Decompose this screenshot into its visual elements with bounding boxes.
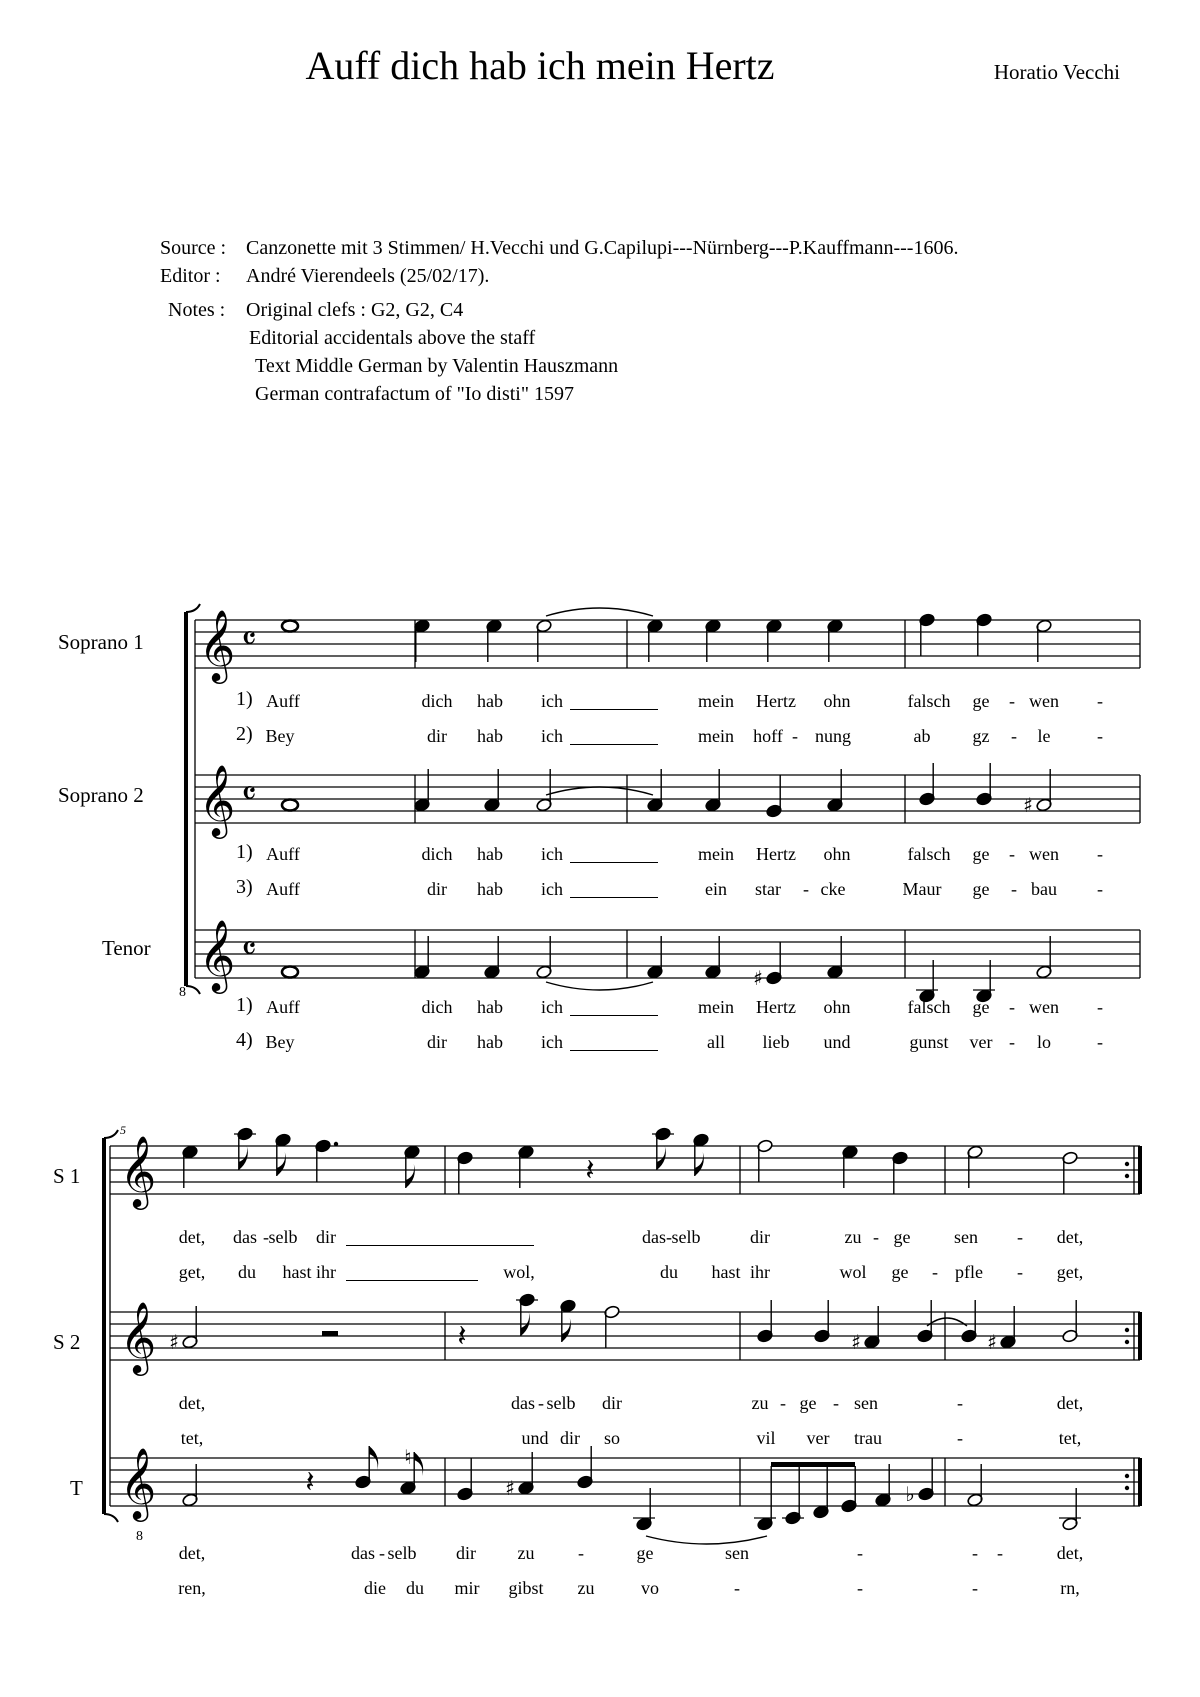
lyric-syllable: die [364,1578,386,1598]
stanza-number: 1) [236,994,253,1016]
lyric-syllable: wen [1029,844,1059,864]
repeat-dot [1125,1174,1129,1178]
whole-note [282,800,298,811]
lyric-syllable: zu [751,1393,769,1413]
treble-clef-icon: 𝄞 [198,608,236,681]
lyric-syllable: so [603,1428,621,1448]
lyric-syllable: sen [725,1543,749,1563]
lyric-syllable: Auff [266,844,300,864]
treble-clef-icon: 𝄞 [119,1446,157,1519]
sharp-icon: ♯ [987,1330,997,1354]
lyric-hyphen: - [997,1543,1003,1563]
lyric-syllable: wol [839,1262,867,1282]
lyric-syllable: ver [806,1428,830,1448]
part-short-t: T [70,1476,83,1500]
tie [546,787,653,795]
lyric-syllable: ein [705,879,727,899]
lyric-hyphen: - [1097,844,1103,864]
lyric-syllable: ren, [178,1578,206,1598]
tie [927,1318,967,1326]
tenor-clef-octave-mark: 8 [136,1529,143,1544]
lyric-hyphen: - [1097,1032,1103,1052]
lyric-syllable: sen [854,1393,878,1413]
lyric-hyphen: - [1011,879,1017,899]
lyric-syllable: du [238,1262,256,1282]
lyric-syllable: Hertz [756,997,796,1017]
lyric-syllable: dir [456,1543,476,1563]
eighth-flag [414,1452,423,1476]
lyric-hyphen: - [1097,691,1103,711]
lyric-syllable: dir [750,1227,770,1247]
lyric-hyphen: - [1017,1227,1023,1247]
lyric-syllable: mein [698,997,734,1017]
lyric-syllable: hab [477,726,503,746]
sharp-icon: ♯ [753,966,763,990]
lyric-syllable: lieb [762,1032,790,1052]
lyric-syllable: ich [541,997,563,1017]
lyric-hyphen: - [1009,844,1015,864]
treble-clef-icon: 𝄞 [119,1300,157,1373]
lyric-syllable: falsch [907,844,951,864]
lyric-hyphen: - [803,879,809,899]
lyric-syllable: star [755,879,781,899]
lyric-syllable: dich [421,997,453,1017]
lyric-syllable: selb [671,1227,701,1247]
lyric-hyphen: - [734,1578,740,1598]
lyric-syllable: und [823,1032,851,1052]
lyric-syllable: gz [972,726,990,746]
repeat-dot [1125,1486,1129,1490]
lyric-syllable: selb [268,1227,298,1247]
whole-note [282,621,298,632]
lyric-syllable: ihr [750,1262,770,1282]
lyric-syllable: und [521,1428,549,1448]
lyric-syllable: hast [711,1262,741,1282]
lyric-hyphen: - [957,1393,963,1413]
lyric-syllable: ge [799,1393,817,1413]
lyric-syllable: le [1037,726,1051,746]
lyric-syllable: ge [636,1543,654,1563]
lyric-syllable: trau [854,1428,882,1448]
lyric-syllable: tet, [180,1428,204,1448]
editor-label: Editor : [160,265,221,287]
lyric-hyphen: - [857,1543,863,1563]
lyric-syllable: ich [541,726,563,746]
bracket-hook [104,1130,118,1138]
stanza-number: 3) [236,876,253,898]
lyric-syllable: Hertz [756,844,796,864]
eighth-flag [562,1318,571,1342]
lyric-syllable: tet, [1058,1428,1082,1448]
lyric-syllable: das [351,1543,375,1563]
whole-note [282,967,298,978]
lyric-syllable: gunst [909,1032,949,1052]
lyric-syllable: ge [972,879,990,899]
lyric-syllable: hoff [753,726,783,746]
lyric-syllable: hab [477,997,503,1017]
lyric-hyphen: - [666,1227,672,1247]
lyric-hyphen: - [578,1543,584,1563]
lyric-syllable: selb [546,1393,576,1413]
lyric-syllable: ver [969,1032,993,1052]
lyric-syllable: ge [972,691,990,711]
lyric-syllable: ohn [823,997,851,1017]
lyric-syllable: dir [560,1428,580,1448]
stanza-number: 1) [236,841,253,863]
lyric-syllable: dir [602,1393,622,1413]
lyric-syllable: ich [541,691,563,711]
lyric-syllable: dich [421,844,453,864]
lyric-syllable: vil [756,1428,776,1448]
lyric-hyphen: - [873,1227,879,1247]
lyric-extender [570,1015,658,1016]
lyric-extender [570,862,658,863]
lyric-syllable: vo [641,1578,659,1598]
lyric-extender [570,897,658,898]
lyric-syllable: dir [427,726,447,746]
lyric-syllable: ich [541,844,563,864]
lyric-syllable: wol, [503,1262,535,1282]
quarter-rest-icon: 𝄽 [585,1153,595,1188]
lyric-syllable: wen [1029,997,1059,1017]
half-rest-icon [322,1331,338,1336]
notes-line: Editorial accidentals above the staff [249,327,536,349]
lyric-syllable: ohn [823,691,851,711]
lyric-syllable: ge [972,997,990,1017]
lyric-syllable: Auff [266,879,300,899]
sharp-icon: ♯ [505,1476,515,1500]
lyric-syllable: det, [1056,1543,1084,1563]
lyric-hyphen: - [1009,691,1015,711]
lyric-hyphen: - [263,1227,269,1247]
common-time-icon: 𝄴 [241,774,257,814]
source-label: Source : [160,237,227,259]
measure-number: 5 [120,1123,126,1137]
lyric-syllable: pfle [955,1262,983,1282]
lyric-hyphen: - [1097,879,1103,899]
lyric-syllable: das [511,1393,535,1413]
stanza-number: 1) [236,688,253,710]
lyric-hyphen: - [972,1543,978,1563]
lyric-syllable: dich [421,691,453,711]
lyric-syllable: Bey [265,726,295,746]
tenor-clef-octave-mark: 8 [179,985,186,1000]
lyric-extender [570,744,658,745]
lyric-hyphen: - [1097,997,1103,1017]
lyric-hyphen: - [932,1262,938,1282]
common-time-icon: 𝄴 [241,929,257,969]
quarter-rest-icon: 𝄽 [457,1319,467,1354]
lyric-syllable: Auff [266,997,300,1017]
lyric-syllable: dir [316,1227,336,1247]
lyric-syllable: ge [972,844,990,864]
treble-clef-icon: 𝄞 [198,918,236,991]
lyric-syllable: det, [178,1227,206,1247]
treble-clef-icon: 𝄞 [198,763,236,836]
lyric-syllable: bau [1031,879,1057,899]
lyric-syllable: nung [815,726,851,746]
tie [546,608,653,616]
lyric-syllable: lo [1036,1032,1052,1052]
lyric-syllable: zu [577,1578,595,1598]
lyric-syllable: ihr [316,1262,336,1282]
lyric-syllable: get, [178,1262,206,1282]
lyric-hyphen: - [957,1428,963,1448]
lyric-hyphen: - [792,726,798,746]
repeat-dot [1125,1162,1129,1166]
lyric-syllable: mein [698,691,734,711]
treble-clef-icon: 𝄞 [119,1134,157,1207]
lyric-syllable: ab [913,726,931,746]
lyric-extender [346,1245,534,1246]
lyric-syllable: ge [891,1262,909,1282]
lyric-syllable: Auff [266,691,300,711]
lyric-syllable: mein [698,844,734,864]
lyric-syllable: get, [1056,1262,1084,1282]
lyric-syllable: det, [1056,1393,1084,1413]
lyric-hyphen: - [379,1543,385,1563]
lyric-syllable: hab [477,691,503,711]
bracket-hook [104,1514,118,1522]
lyric-syllable: dir [427,879,447,899]
lyric-syllable: all [707,1032,725,1052]
lyric-syllable: mir [454,1578,480,1598]
lyric-hyphen: - [1097,726,1103,746]
part-name-soprano-1: Soprano 1 [58,630,144,654]
source-text: Canzonette mit 3 Stimmen/ H.Vecchi und G.Capilupi---Nürnberg---P.Kauffmann---1606. [246,237,959,259]
composer-name: Horatio Vecchi [993,60,1120,84]
repeat-dot [1125,1474,1129,1478]
tie [546,982,653,990]
lyric-hyphen: - [1017,1262,1023,1282]
lyric-hyphen: - [1011,726,1017,746]
notes-label: Notes : [168,299,226,321]
notes-line: Text Middle German by Valentin Hauszmann [255,355,619,377]
stanza-number: 4) [236,1029,253,1051]
lyric-syllable: hab [477,879,503,899]
common-time-icon: 𝄴 [241,619,257,659]
quarter-rest-icon: 𝄽 [305,1465,315,1500]
lyric-syllable: det, [178,1543,206,1563]
notes-line: Original clefs : G2, G2, C4 [246,299,464,321]
dot [334,1142,338,1146]
lyric-extender [346,1280,478,1281]
score-title: Auff dich hab ich mein Hertz [305,43,775,88]
lyric-syllable: du [406,1578,424,1598]
lyric-syllable: falsch [907,997,951,1017]
lyric-syllable: zu [517,1543,535,1563]
flat-icon: ♭ [905,1482,915,1506]
lyric-syllable: cke [820,879,846,899]
lyric-syllable: ge [893,1227,911,1247]
lyric-syllable: sen [954,1227,978,1247]
lyric-hyphen: - [1009,997,1015,1017]
lyric-syllable: ich [541,1032,563,1052]
repeat-dot [1125,1328,1129,1332]
beam [771,1462,855,1467]
repeat-dot [1125,1340,1129,1344]
natural-icon: ♮ [404,1445,412,1469]
lyric-syllable: das [233,1227,257,1247]
lyric-hyphen: - [972,1578,978,1598]
eighth-flag [695,1152,704,1176]
eighth-flag [277,1152,286,1176]
lyric-syllable: hab [477,1032,503,1052]
lyric-syllable: Hertz [756,691,796,711]
part-short-s2: S 2 [53,1330,81,1354]
lyric-syllable: zu [844,1227,862,1247]
stanza-number: 2) [236,723,253,745]
lyric-syllable: dir [427,1032,447,1052]
lyric-syllable: wen [1029,691,1059,711]
lyric-syllable: das [642,1227,666,1247]
lyric-hyphen: - [857,1578,863,1598]
lyric-hyphen: - [1009,1032,1015,1052]
lyric-syllable: ich [541,879,563,899]
lyric-syllable: ohn [823,844,851,864]
lyric-hyphen: - [780,1393,786,1413]
lyric-syllable: gibst [508,1578,544,1598]
editor-text: André Vierendeels (25/02/17). [246,265,490,287]
lyric-syllable: rn, [1060,1578,1080,1598]
sharp-icon: ♯ [169,1330,179,1354]
part-short-s1: S 1 [53,1164,81,1188]
lyric-syllable: det, [178,1393,206,1413]
lyric-syllable: hab [477,844,503,864]
sharp-icon: ♯ [1023,793,1033,817]
part-name-soprano-2: Soprano 2 [58,783,144,807]
lyric-hyphen: - [538,1393,544,1413]
lyric-extender [570,1050,658,1051]
lyric-syllable: mein [698,726,734,746]
eighth-flag [406,1164,415,1188]
lyric-syllable: Maur [902,879,942,899]
part-name-tenor: Tenor [102,936,151,960]
lyric-syllable: hast [282,1262,312,1282]
notes-line: German contrafactum of "Io disti" 1597 [255,383,575,405]
lyric-hyphen: - [833,1393,839,1413]
lyric-syllable: selb [387,1543,417,1563]
sharp-icon: ♯ [851,1330,861,1354]
lyric-syllable: falsch [907,691,951,711]
lyric-extender [570,709,658,710]
lyric-syllable: Bey [265,1032,295,1052]
lyric-syllable: det, [1056,1227,1084,1247]
lyric-syllable: du [660,1262,678,1282]
